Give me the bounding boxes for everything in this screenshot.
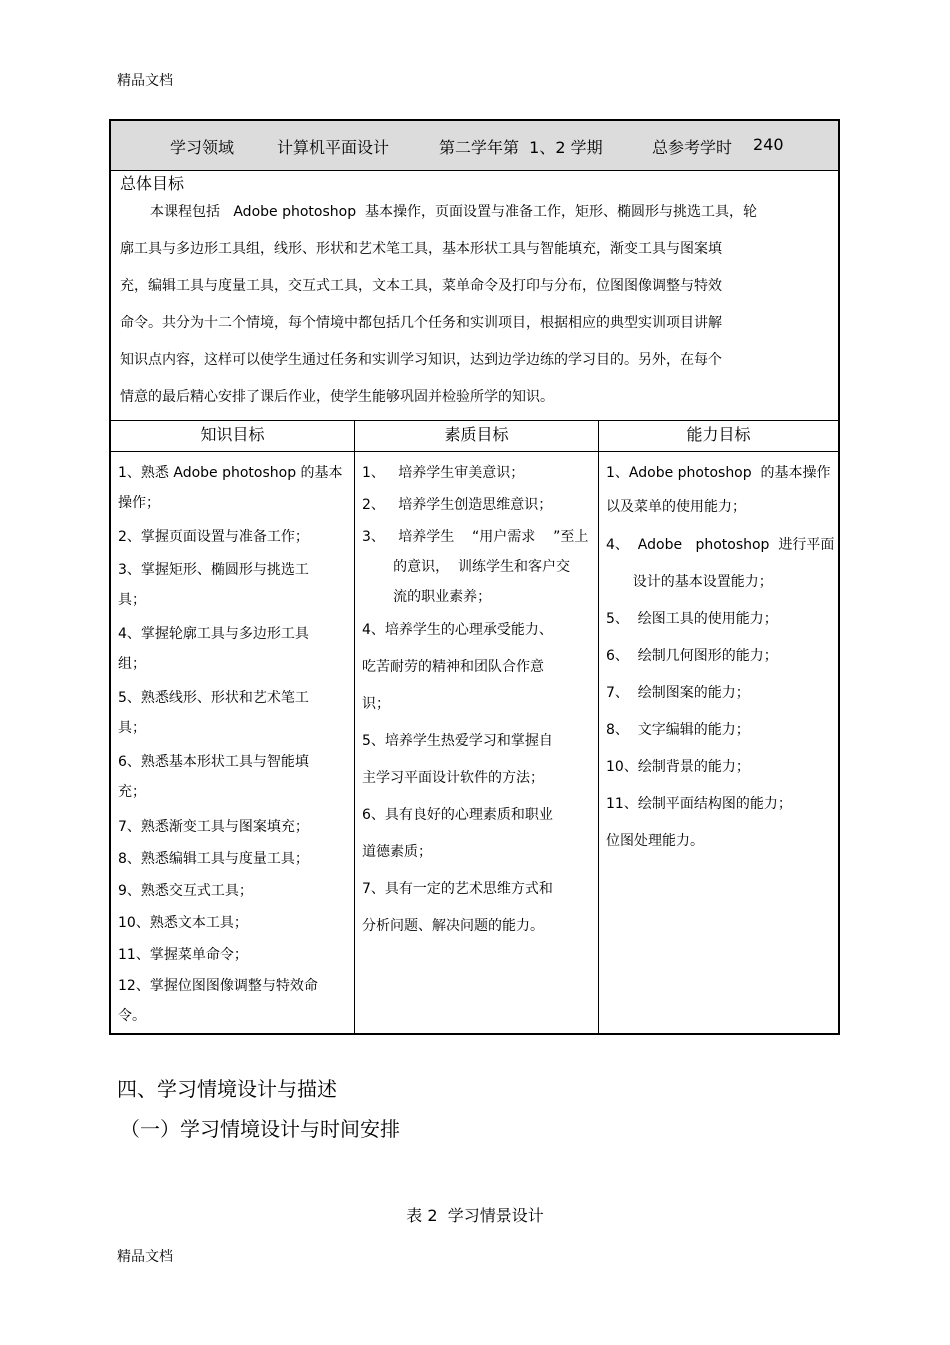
table-caption: 表 2 学习情景设计 xyxy=(406,1206,544,1225)
list-item: 12、掌握位图图像调整与特效命 xyxy=(118,978,318,994)
list-item: 10、绘制背景的能力； xyxy=(606,759,750,775)
list-item: 吃苦耐劳的精神和团队合作意 xyxy=(362,659,544,675)
list-item: 6、具有良好的心理素质和职业 xyxy=(362,807,553,823)
list-item: 位图处理能力。 xyxy=(606,833,704,849)
list-item: 8、熟悉编辑工具与度量工具； xyxy=(118,851,309,867)
quality-goal-header: 素质目标 xyxy=(355,421,598,452)
list-item: 令。 xyxy=(118,1008,146,1024)
list-item: 具； xyxy=(118,592,146,608)
knowledge-goal-header: 知识目标 xyxy=(111,421,354,452)
column-divider xyxy=(354,421,355,1033)
list-item: 4、培养学生的心理承受能力、 xyxy=(362,622,553,638)
field-label: 学习领域 xyxy=(170,138,235,157)
list-item: 5、培养学生热爱学习和掌握自 xyxy=(362,733,553,749)
list-item: 7、 绘制图案的能力； xyxy=(606,685,750,701)
ability-goal-list xyxy=(606,458,834,856)
list-item: 8、 文字编辑的能力； xyxy=(606,722,750,738)
list-item: 6、熟悉基本形状工具与智能填 xyxy=(118,754,309,770)
list-item: 道德素质； xyxy=(362,844,432,860)
overall-goal-cell xyxy=(111,171,838,421)
list-item: 4、 Adobe photoshop 进行平面 xyxy=(606,537,835,553)
list-item: 的意识， 训练学生和客户交 xyxy=(362,559,571,575)
table-header-row xyxy=(111,121,838,171)
list-item: 11、绘制平面结构图的能力； xyxy=(606,796,792,812)
semester: 第二学年第 1、2 学期 xyxy=(439,138,603,157)
knowledge-goal-list xyxy=(118,458,350,1031)
list-item: 2、 培养学生创造思维意识； xyxy=(362,497,553,513)
list-item: 4、掌握轮廓工具与多边形工具 xyxy=(118,626,309,642)
list-item: 6、 绘制几何图形的能力； xyxy=(606,648,778,664)
list-item: 11、掌握菜单命令； xyxy=(118,947,248,963)
list-item: 7、熟悉渐变工具与图案填充； xyxy=(118,819,309,835)
list-item: 1、Adobe photoshop 的基本操作 xyxy=(606,465,831,481)
list-item: 5、 绘图工具的使用能力； xyxy=(606,611,778,627)
ability-goal-header: 能力目标 xyxy=(599,421,838,452)
list-item: 流的职业素养； xyxy=(362,589,492,605)
overall-line: 廓工具与多边形工具组，线形、形状和艺术笔工具，基本形状工具与智能填充，渐变工具与图案填 xyxy=(120,241,722,257)
list-item: 3、 培养学生 “用户需求 ”至上 xyxy=(362,529,589,545)
list-item: 3、掌握矩形、椭圆形与挑选工 xyxy=(118,562,309,578)
field-value: 计算机平面设计 xyxy=(277,138,390,157)
overall-line: 知识点内容，这样可以使学生通过任务和实训学习知识，达到边学边练的学习目的。另外，在每个 xyxy=(120,352,722,368)
watermark-top: 精品文档 xyxy=(117,73,173,89)
hours-label: 总参考学时 xyxy=(652,138,733,157)
column-divider xyxy=(598,421,599,1033)
list-item: 1、熟悉 Adobe photoshop 的基本 xyxy=(118,465,343,481)
overall-line: 本课程包括 Adobe photoshop 基本操作，页面设置与准备工作，矩形、椭圆形与挑选工具，轮 xyxy=(150,204,757,220)
section-heading: 四、学习情境设计与描述 xyxy=(117,1077,337,1101)
list-item: 主学习平面设计软件的方法； xyxy=(362,770,544,786)
list-item: 组； xyxy=(118,656,146,672)
overall-line: 命令。共分为十二个情境，每个情境中都包括几个任务和实训项目，根据相应的典型实训项目讲解 xyxy=(120,315,722,331)
list-item: 7、具有一定的艺术思维方式和 xyxy=(362,881,553,897)
hours-value: 240 xyxy=(753,135,784,154)
list-item: 操作； xyxy=(118,495,160,511)
list-item: 分析问题、解决问题的能力。 xyxy=(362,918,544,934)
list-item: 设计的基本设置能力； xyxy=(606,574,773,590)
list-item: 以及菜单的使用能力； xyxy=(606,499,746,515)
list-item: 充； xyxy=(118,784,146,800)
list-item: 识； xyxy=(362,696,390,712)
watermark-bottom: 精品文档 xyxy=(117,1249,173,1265)
overall-line: 充，编辑工具与度量工具，交互式工具，文本工具，菜单命令及打印与分布，位图图像调整与特效 xyxy=(120,278,722,294)
quality-goal-list xyxy=(362,458,594,941)
subsection-heading: （一）学习情境设计与时间安排 xyxy=(120,1117,400,1141)
list-item: 2、掌握页面设置与准备工作； xyxy=(118,529,309,545)
list-item: 10、熟悉文本工具； xyxy=(118,915,248,931)
overall-goal-text xyxy=(120,199,820,421)
course-table xyxy=(109,119,840,1035)
list-item: 5、熟悉线形、形状和艺术笔工 xyxy=(118,690,309,706)
list-item: 1、 培养学生审美意识； xyxy=(362,465,525,481)
overall-line: 情意的最后精心安排了课后作业，使学生能够巩固并检验所学的知识。 xyxy=(120,389,554,405)
list-item: 具； xyxy=(118,720,146,736)
overall-goal-title: 总体目标 xyxy=(120,174,185,193)
list-item: 9、熟悉交互式工具； xyxy=(118,883,253,899)
